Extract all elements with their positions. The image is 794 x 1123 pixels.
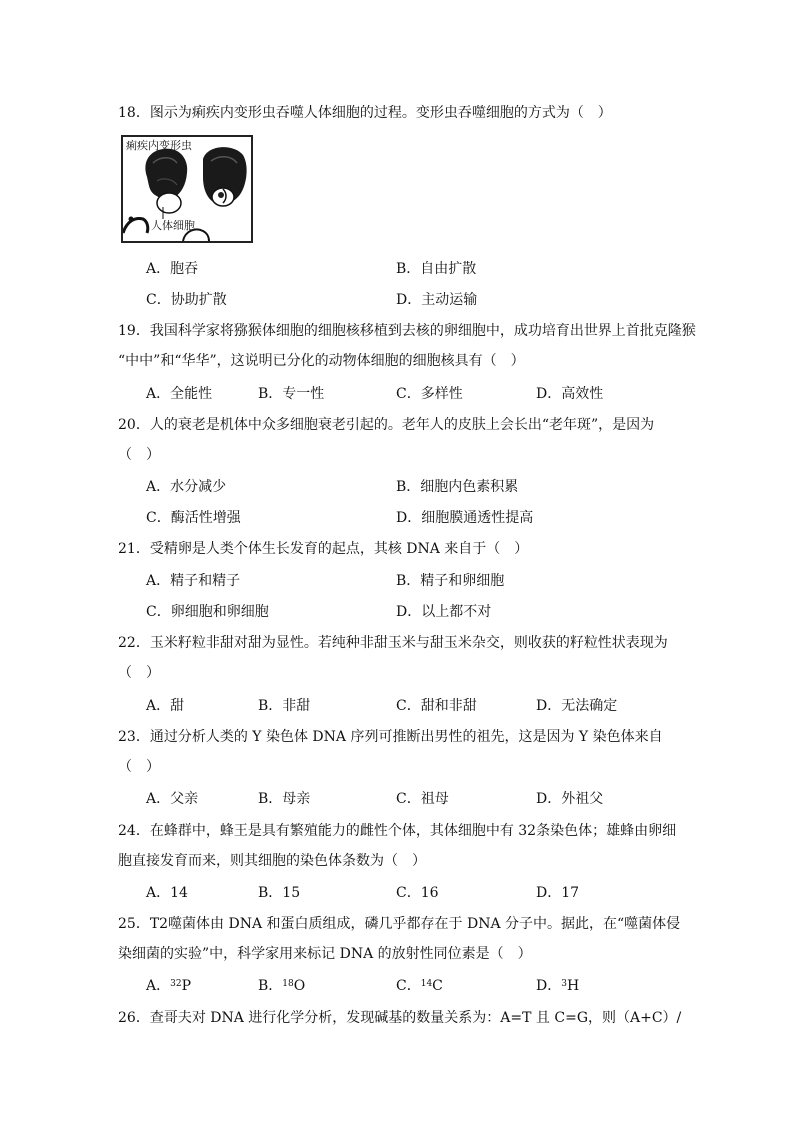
isotope-mass-number: 14 — [420, 979, 433, 989]
question-20-stem-line1: 20．人的衰老是机体中众多细胞衰老引起的。老年人的皮肤上会长出“老年斑”，是因为 — [118, 417, 655, 433]
question-22-stem-line1: 22．玉米籽粒非甜对甜为显性。若纯种非甜玉米与甜玉米杂交，则收获的籽粒性状表现为 — [118, 635, 668, 651]
q20-option-a: A．水分减少 — [146, 479, 227, 495]
question-24-stem-line1: 24．在蜂群中，蜂王是具有繁殖能力的雌性个体，其体细胞中有 32条染色体；雄蜂由卵细 — [118, 823, 677, 839]
q25-option-c: C．$^{14}$C — [396, 978, 443, 994]
question-21-stem: 21．受精卵是人类个体生长发育的起点，其核 DNA 来自于（ ） — [118, 541, 529, 557]
q20-option-c: C．酶活性增强 — [146, 510, 241, 526]
q23-option-b: B．母亲 — [258, 791, 311, 807]
q22-option-a: A．甜 — [146, 698, 185, 714]
q21-option-a: A．精子和精子 — [146, 573, 241, 589]
question-22-stem-line2: （ ） — [118, 665, 160, 681]
figure-label-amoeba: 痢疾内变形虫 — [126, 139, 192, 152]
question-25-stem-line1: 25．T2噬菌体由 DNA 和蛋白质组成，磷几乎都存在于 DNA 分子中。据此，在“噬菌体侵 — [118, 916, 681, 932]
q24-option-a: A．14 — [146, 885, 188, 901]
human-cell-left — [157, 193, 181, 213]
q24-option-d: D．17 — [536, 885, 580, 901]
question-19-stem-line2: “中中”和“华华”，这说明已分化的动物体细胞的细胞核具有（ ） — [118, 353, 525, 369]
q18-option-a: A．胞吞 — [146, 261, 199, 277]
q24-option-c: C．16 — [396, 885, 439, 901]
q20-option-b: B．细胞内色素积累 — [396, 479, 519, 495]
isotope-mass-number: 3 — [561, 979, 567, 989]
q19-option-d: D．高效性 — [536, 386, 604, 402]
question-23-stem-line2: （ ） — [118, 759, 160, 775]
q21-option-b: B．精子和卵细胞 — [396, 573, 505, 589]
q25-option-d: D．$^3$H — [536, 978, 580, 994]
q20-option-d: D．细胞膜通透性提高 — [396, 510, 534, 526]
isotope-mass-number: 32 — [170, 979, 182, 989]
amoeba-left — [145, 149, 187, 199]
q25-option-b: B．$^{18}$O — [258, 978, 306, 994]
q21-option-c: C．卵细胞和卵细胞 — [146, 604, 269, 620]
q22-option-c: C．甜和非甜 — [396, 698, 477, 714]
figure-label-human-cell: 人体细胞 — [151, 219, 195, 232]
q23-option-d: D．外祖父 — [536, 791, 604, 807]
q22-option-d: D．无法确定 — [536, 698, 618, 714]
q25-option-a: A．$^{32}$P — [146, 978, 191, 994]
question-23-stem-line1: 23．通过分析人类的 Y 染色体 DNA 序列可推断出男性的祖先，这是因为 Y 染色体来自 — [118, 729, 663, 745]
question-26-stem: 26．查哥夫对 DNA 进行化学分析，发现碱基的数量关系为：A=T 且 C=G，则（A+C）/ — [118, 1010, 682, 1026]
question-18-stem: 18．图示为痢疾内变形虫吞噬人体细胞的过程。变形虫吞噬细胞的方式为（ ） — [118, 105, 612, 121]
q24-option-b: B．15 — [258, 885, 301, 901]
question-19-stem-line1: 19．我国科学家将猕猴体细胞的细胞核移植到去核的卵细胞中，成功培育出世界上首批克隆猴 — [118, 323, 696, 339]
q22-option-b: B．非甜 — [258, 698, 311, 714]
q18-option-d: D．主动运输 — [396, 292, 478, 308]
amoeba-phagocytosis-figure — [121, 135, 253, 243]
q19-option-b: B．专一性 — [258, 386, 325, 402]
q19-option-a: A．全能性 — [146, 386, 213, 402]
question-20-stem-line2: （ ） — [118, 447, 160, 463]
question-24-stem-line2: 胞直接发育而来，则其细胞的染色体条数为（ ） — [118, 853, 426, 869]
isotope-mass-number: 18 — [282, 979, 294, 989]
q18-option-b: B．自由扩散 — [396, 261, 477, 277]
q19-option-c: C．多样性 — [396, 386, 463, 402]
q23-option-a: A．父亲 — [146, 791, 199, 807]
q21-option-d: D．以上都不对 — [396, 604, 492, 620]
q23-option-c: C．祖母 — [396, 791, 449, 807]
question-25-stem-line2: 染细菌的实验”中，科学家用来标记 DNA 的放射性同位素是（ ） — [118, 946, 532, 962]
q18-option-c: C．协助扩散 — [146, 292, 227, 308]
